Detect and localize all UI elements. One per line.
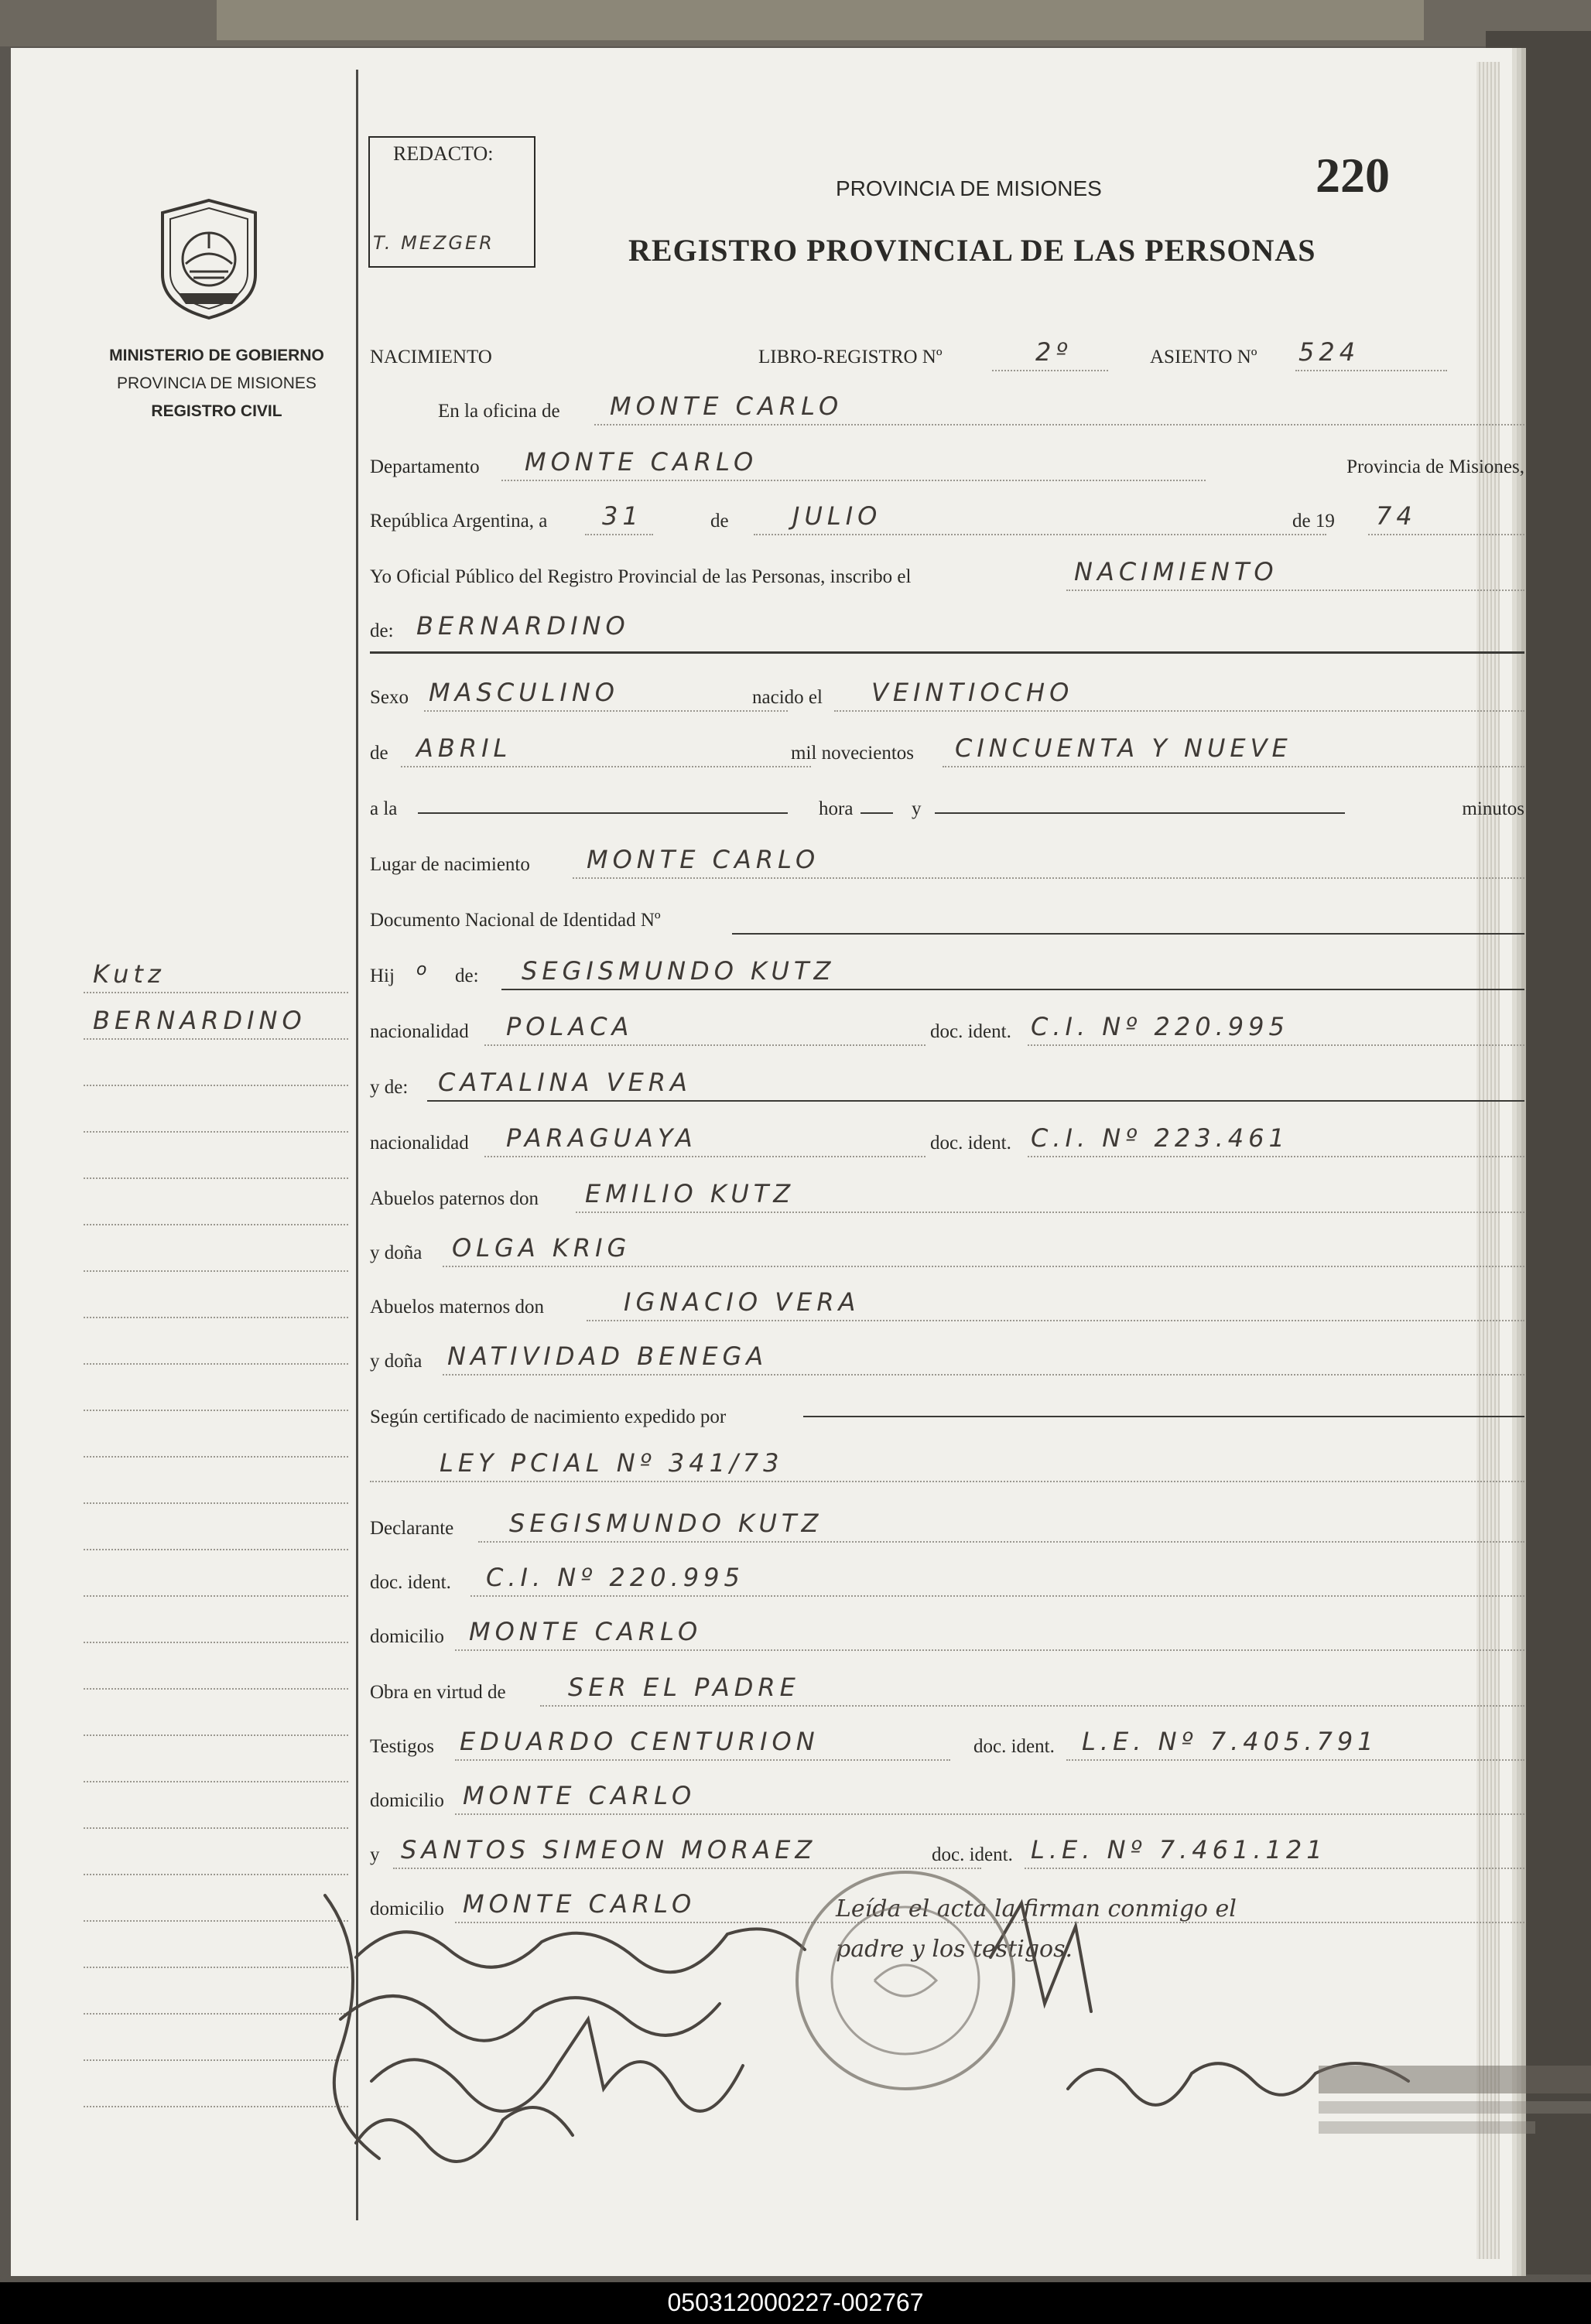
testigo1-doc-value: L.E. Nº 7.405.791 (1082, 1727, 1378, 1756)
margin-line (84, 1458, 348, 1504)
row-fecha (370, 497, 1524, 535)
y-dona-label-2: y doña (370, 1351, 423, 1372)
registry-title: REGISTRO PROVINCIAL DE LAS PERSONAS (628, 233, 1316, 268)
signature-father (356, 1929, 805, 1972)
sexo-line (424, 710, 788, 712)
margin-line (84, 1365, 348, 1411)
row-declarante-doc (370, 1558, 1524, 1597)
republica-label: República Argentina, a (370, 511, 548, 531)
obra-value: SER EL PADRE (568, 1673, 800, 1702)
row-obra (370, 1668, 1524, 1707)
margin-line (84, 1597, 348, 1643)
declarante-value: SEGISMUNDO KUTZ (509, 1509, 823, 1538)
ministry-line-1: MINISTERIO DE GOBIERNO (109, 347, 324, 364)
row-inscribo (370, 552, 1524, 591)
libro-label: LIBRO-REGISTRO Nº (758, 347, 943, 367)
inscribo-value: NACIMIENTO (1074, 557, 1278, 586)
y-label-2: y (370, 1844, 380, 1865)
signature-area (310, 1725, 1455, 2205)
certificado-value: LEY PCIAL Nº 341/73 (440, 1448, 784, 1478)
madre-line (427, 1100, 1524, 1102)
declarante-dom-value: MONTE CARLO (469, 1617, 703, 1646)
abuela-mat-value: NATIVIDAD BENEGA (447, 1341, 768, 1371)
nacionalidad-label-2: nacionalidad (370, 1133, 469, 1153)
dni-label: Documento Nacional de Identidad Nº (370, 910, 661, 931)
margin-line (84, 1504, 348, 1550)
row-departamento (370, 443, 1524, 481)
testigo1-dom-value: MONTE CARLO (463, 1781, 696, 1810)
row-hijo (370, 952, 1524, 990)
lugar-value: MONTE CARLO (587, 845, 820, 874)
doc-ident-label-2: doc. ident. (930, 1133, 1011, 1153)
obra-line (540, 1705, 1524, 1707)
signature-father-2 (340, 1996, 720, 2041)
row-certificado-value (370, 1444, 1524, 1482)
abuelo-mat-value: IGNACIO VERA (624, 1287, 861, 1317)
row-padre-nac (370, 1007, 1524, 1046)
testigos-label: Testigos (370, 1736, 434, 1757)
row-libro (370, 333, 1524, 371)
de-nombre-label: de: (370, 620, 394, 641)
archive-id: 050312000227-002767 (667, 2288, 924, 2316)
madre-value: CATALINA VERA (438, 1068, 692, 1097)
row-lugar (370, 840, 1524, 879)
registry-seal-stamp (789, 1864, 1021, 2097)
margin-line (84, 1968, 348, 2015)
nacido-value: VEINTIOCHO (871, 678, 1074, 707)
dia-value: 31 (602, 501, 643, 531)
row-nacimiento-fecha (370, 729, 1524, 767)
padre-nac-value: POLACA (506, 1012, 634, 1041)
anio-value: 74 (1376, 501, 1417, 531)
dni-line (732, 933, 1524, 935)
margin-surname: Kutz (93, 959, 166, 989)
lugar-label: Lugar de nacimiento (370, 854, 530, 875)
abuelos-pat-label: Abuelos paternos don (370, 1188, 539, 1209)
redacto-label: REDACTO: (393, 142, 494, 165)
nacido-line (834, 710, 1524, 712)
section-divider (370, 651, 1524, 654)
book-top-edge (0, 0, 1591, 46)
abuelo-pat-value: EMILIO KUTZ (585, 1179, 796, 1208)
inscribo-line (1066, 590, 1524, 591)
domicilio-label: domicilio (370, 1626, 444, 1647)
margin-line (84, 1179, 348, 1225)
minutos-line (935, 812, 1345, 814)
margin-line (84, 1086, 348, 1133)
margin-line (84, 993, 348, 1040)
row-sexo (370, 673, 1524, 712)
padre-nac-line (484, 1044, 926, 1046)
testigo2-value: SANTOS SIMEON MORAEZ (401, 1835, 817, 1864)
libro-line (992, 370, 1108, 371)
doc-ident-label-3: doc. ident. (973, 1736, 1055, 1757)
margin-line (84, 1922, 348, 1968)
row-oficina (370, 387, 1524, 425)
margin-line (84, 2061, 348, 2107)
book-cover (217, 0, 1424, 40)
margin-line (84, 1690, 348, 1736)
de-label: de (710, 511, 729, 531)
row-abuelo-mat (370, 1283, 1524, 1321)
lugar-line (573, 877, 1524, 879)
certificado-label: Según certificado de nacimiento expedido por (370, 1406, 727, 1427)
margin-line (84, 1318, 348, 1365)
row-madre-nac (370, 1119, 1524, 1157)
departamento-value: MONTE CARLO (525, 447, 758, 477)
margin-line (84, 952, 348, 993)
row-nombre (370, 607, 1524, 645)
page-number: 220 (1316, 148, 1390, 203)
doc-ident-label-4: doc. ident. (932, 1844, 1013, 1865)
margin-line (84, 1875, 348, 1922)
act-type-label: NACIMIENTO (370, 347, 492, 367)
declarante-doc-line (470, 1595, 1524, 1597)
departamento-line (501, 480, 1206, 481)
abuela-mat-line (443, 1374, 1524, 1376)
ministry-heading (77, 342, 356, 425)
anio-line (1368, 534, 1524, 535)
domicilio-label-3: domicilio (370, 1899, 444, 1919)
abuelo-pat-line (576, 1212, 1524, 1213)
margin-given-name: BERNARDINO (93, 1006, 306, 1035)
row-abuelo-pat (370, 1174, 1524, 1213)
ministry-line-2: PROVINCIA DE MISIONES (117, 374, 316, 392)
nacido-label: nacido el (752, 687, 823, 708)
hijo-de-label: de: (455, 965, 479, 986)
testigo2-doc-value: L.E. Nº 7.461.121 (1031, 1835, 1327, 1864)
signature-witness-1 (371, 2019, 743, 2111)
certificado-value-line (370, 1481, 1524, 1482)
padre-value: SEGISMUNDO KUTZ (522, 956, 836, 986)
asiento-label: ASIENTO Nº (1150, 347, 1257, 367)
inscribo-label: Yo Oficial Público del Registro Provincial de las Personas, inscribo el (370, 566, 912, 587)
padre-line (501, 989, 1524, 990)
asiento-value: 524 (1298, 337, 1360, 367)
madre-nac-line (484, 1156, 926, 1157)
declarante-dom-line (455, 1649, 1524, 1651)
margin-notes (84, 952, 348, 2107)
signature-witness-2 (356, 2107, 573, 2162)
archive-id-band (0, 2282, 1591, 2324)
testigo2-dom-value: MONTE CARLO (463, 1889, 696, 1919)
obra-label: Obra en virtud de (370, 1682, 506, 1703)
libro-value: 2º (1035, 337, 1073, 367)
row-declarante (370, 1504, 1524, 1543)
padre-doc-line (1028, 1044, 1524, 1046)
declarante-doc-value: C.I. Nº 220.995 (486, 1563, 744, 1592)
official-stamp (1316, 2050, 1591, 2143)
row-abuela-mat (370, 1337, 1524, 1376)
margin-line (84, 1550, 348, 1597)
province-seal-icon (155, 197, 263, 321)
margin-line (84, 1040, 348, 1086)
margin-line (84, 1643, 348, 1690)
row-abuela-pat (370, 1229, 1524, 1267)
hora-line (418, 812, 788, 814)
sexo-value: MASCULINO (429, 678, 619, 707)
madre-doc-line (1028, 1156, 1524, 1157)
hora-dash (861, 812, 893, 814)
margin-line (84, 1133, 348, 1179)
province-title: PROVINCIA DE MISIONES (836, 176, 1102, 200)
testigo1-value: EDUARDO CENTURION (460, 1727, 819, 1756)
hijo-suffix: o (416, 960, 432, 979)
a-la-label: a la (370, 798, 398, 819)
declarante-line (478, 1541, 1524, 1543)
redacto-value: T. MEZGER (373, 232, 494, 254)
madre-doc-value: C.I. Nº 223.461 (1031, 1123, 1289, 1153)
margin-line (84, 1272, 348, 1318)
y-label: y (912, 798, 922, 819)
de2-label: de (370, 743, 388, 764)
anio-nac-value: CINCUENTA Y NUEVE (955, 733, 1292, 763)
mes-value: JULIO (792, 501, 882, 531)
row-declarante-dom (370, 1612, 1524, 1651)
closing-text: Leída el acta la firman conmigo el padre y los testigos. (836, 1895, 1237, 1963)
padre-doc-value: C.I. Nº 220.995 (1031, 1012, 1289, 1041)
abuela-pat-value: OLGA KRIG (452, 1233, 631, 1263)
abuelo-mat-line (587, 1320, 1524, 1321)
asiento-line (1295, 370, 1447, 371)
margin-line (84, 1411, 348, 1458)
margin-line (84, 1736, 348, 1782)
madre-nac-value: PARAGUAYA (506, 1123, 697, 1153)
domicilio-label-2: domicilio (370, 1790, 444, 1811)
hora-label: hora (819, 798, 854, 819)
anio-nac-line (943, 766, 1524, 767)
y-dona-label: y doña (370, 1242, 423, 1263)
row-hora (370, 784, 1524, 823)
row-certificado (370, 1393, 1524, 1431)
margin-line (84, 2015, 348, 2061)
declarante-doc-label: doc. ident. (370, 1572, 451, 1593)
mes-nac-value: ABRIL (416, 733, 512, 763)
departamento-label: Departamento (370, 456, 480, 477)
mes-nac-line (401, 766, 811, 767)
declarante-label: Declarante (370, 1518, 454, 1539)
redacto-box (368, 136, 535, 268)
oficina-line (594, 424, 1524, 425)
oficina-value: MONTE CARLO (610, 391, 843, 421)
nombre-value: BERNARDINO (416, 611, 630, 641)
signature-flourish (325, 1895, 379, 2158)
y-de-label: y de: (370, 1077, 409, 1098)
sexo-label: Sexo (370, 687, 409, 708)
row-madre (370, 1063, 1524, 1102)
provincia-suffix: Provincia de Misiones, (1346, 456, 1524, 477)
certificado-line (803, 1416, 1524, 1417)
oficina-label: En la oficina de (438, 401, 560, 422)
abuelos-mat-label: Abuelos maternos don (370, 1297, 544, 1318)
mil-label: mil novecientos (791, 743, 914, 764)
doc-ident-label: doc. ident. (930, 1021, 1011, 1042)
dia-line (585, 534, 653, 535)
mes-line (754, 534, 1326, 535)
hijo-label: Hij (370, 965, 395, 986)
ministry-line-3: REGISTRO CIVIL (151, 402, 282, 420)
anio-label: de 19 (1292, 511, 1335, 531)
margin-line (84, 1225, 348, 1272)
nacionalidad-label: nacionalidad (370, 1021, 469, 1042)
row-dni (370, 896, 1524, 935)
abuela-pat-line (443, 1266, 1524, 1267)
minutos-label: minutos (1462, 798, 1524, 819)
margin-line (84, 1829, 348, 1875)
margin-line (84, 1782, 348, 1829)
